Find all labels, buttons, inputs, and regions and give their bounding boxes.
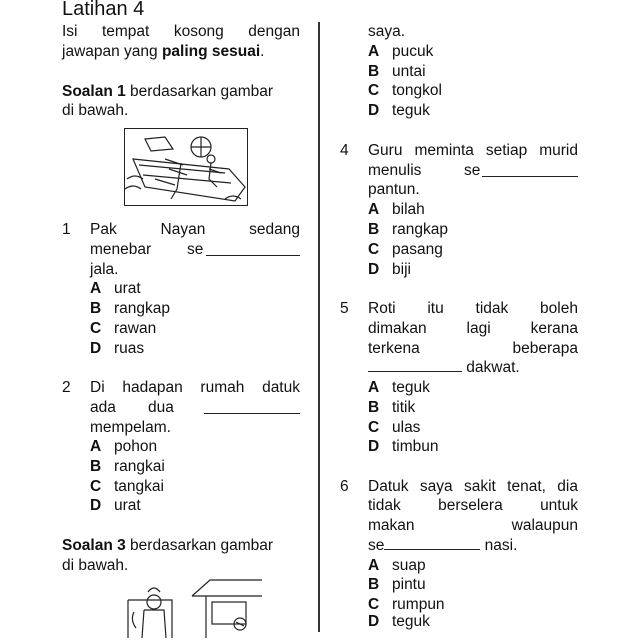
q1-line-2: menebar se — [90, 240, 300, 260]
q5-line-2: dimakan lagi kerana — [368, 320, 578, 337]
soalan-3-heading-line-2: di bawah. — [62, 557, 129, 574]
q6-line-3: makan walaupun — [368, 517, 578, 534]
instruction-line-2: jawapan yang paling sesuai. — [62, 43, 265, 60]
soalan-1-heading: Soalan 1 berdasarkan gambar — [62, 83, 274, 100]
q6-line-2: tidak berselera untuk — [368, 497, 578, 514]
q2-line-1: Di hadapan rumah datuk — [90, 379, 300, 396]
q6-number: 6 — [340, 478, 349, 495]
q2-line-2: ada dua — [90, 398, 300, 418]
q6-line-1: Datuk saya sakit tenat, dia — [368, 478, 578, 495]
q3-option-a: A pucuk — [368, 43, 434, 60]
q2-blank — [204, 413, 300, 414]
q6-option-d: D teguk — [368, 613, 430, 630]
boat-drawing — [125, 129, 247, 205]
q1-blank — [206, 255, 300, 256]
q5-blank — [368, 371, 462, 372]
q2-line-3: mempelam. — [90, 419, 171, 436]
q4-option-b: B rangkap — [368, 221, 449, 238]
q2-option-d: D urat — [90, 497, 141, 514]
q6-option-a: A suap — [368, 557, 426, 574]
q5-line-3: terkena beberapa — [368, 340, 578, 357]
soalan-3-heading: Soalan 3 berdasarkan gambar — [62, 537, 274, 554]
q1-option-a: A urat — [90, 280, 141, 297]
q4-blank — [482, 176, 578, 177]
q3-continuation: saya. — [368, 23, 406, 40]
q4-option-a: A bilah — [368, 201, 425, 218]
page-title: Latihan 4 — [62, 0, 145, 20]
q1-line-3: jala. — [90, 261, 119, 278]
q5-option-a: A teguk — [368, 379, 430, 396]
instruction-line-1: Isi tempat kosong dengan — [62, 23, 300, 40]
q1-option-d: D ruas — [90, 340, 145, 357]
q1-option-b: B rangkap — [90, 300, 171, 317]
q5-line-4: dakwat. — [368, 358, 520, 378]
q5-option-c: C ulas — [368, 419, 421, 436]
q4-option-d: D biji — [368, 261, 411, 278]
boat-fisherman-illustration — [124, 128, 248, 206]
q4-line-3: pantun. — [368, 181, 420, 198]
q5-number: 5 — [340, 300, 349, 317]
q1-number: 1 — [62, 221, 71, 238]
q4-option-c: C pasang — [368, 241, 443, 258]
q2-option-a: A pohon — [90, 438, 158, 455]
q3-option-b: B untai — [368, 63, 426, 80]
column-divider — [318, 22, 320, 632]
q2-option-c: C tangkai — [90, 478, 164, 495]
q5-option-d: D timbun — [368, 438, 439, 455]
q4-line-1: Guru meminta setiap murid — [368, 142, 578, 159]
house-figure-drawing — [122, 578, 262, 638]
q5-line-1: Roti itu tidak boleh — [368, 300, 578, 317]
q5-option-b: B titik — [368, 399, 416, 416]
soalan-3-illustration — [122, 578, 262, 638]
q1-option-c: C rawan — [90, 320, 157, 337]
q6-line-4: se nasi. — [368, 537, 518, 554]
q6-option-c: C rumpun — [368, 596, 445, 613]
soalan-1-heading-line-2: di bawah. — [62, 102, 129, 119]
q4-line-2: menulis se — [368, 161, 578, 181]
q3-option-c: C tongkol — [368, 82, 442, 99]
q6-blank — [384, 549, 480, 550]
q4-number: 4 — [340, 142, 349, 159]
q1-line-1: Pak Nayan sedang — [90, 221, 300, 238]
q2-option-b: B rangkai — [90, 458, 165, 475]
q2-number: 2 — [62, 379, 71, 396]
q3-option-d: D teguk — [368, 102, 430, 119]
q6-option-b: B pintu — [368, 576, 426, 593]
